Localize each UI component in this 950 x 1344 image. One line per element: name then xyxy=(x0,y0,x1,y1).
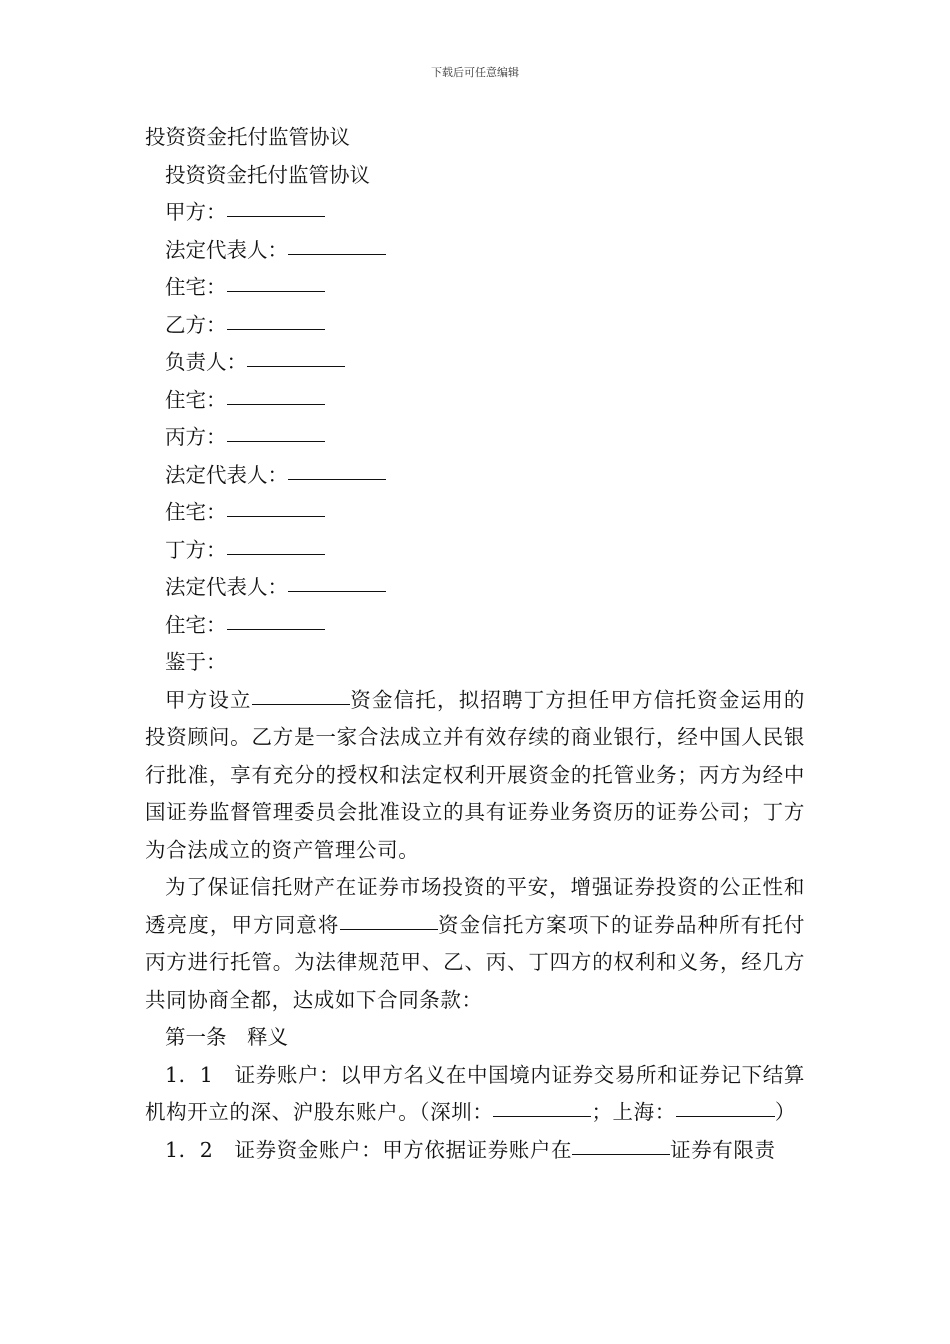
party-a-address-label: 住宅： xyxy=(165,275,227,299)
party-c-address-label: 住宅： xyxy=(165,500,227,524)
clause-1-2-text-a: 证券资金账户：甲方依据证券账户在 xyxy=(234,1137,573,1162)
page-header-note: 下载后可任意编辑 xyxy=(431,66,519,79)
fill-blank xyxy=(227,290,325,292)
party-a-address-line xyxy=(145,269,805,307)
clause-1-1-text-b: ；上海： xyxy=(591,1100,676,1124)
fill-blank xyxy=(227,215,325,217)
clause-1-2-text-b: 证券有限责 xyxy=(670,1137,776,1162)
party-c-line xyxy=(145,419,805,457)
recital-paragraph-2 xyxy=(145,869,805,1019)
recital-2-text-a: 为了保证信托财产在证券市场投资的平安，增强证券投资的公正性和透亮度，甲方同意将 xyxy=(145,875,805,937)
clause-1-1-text-c: ） xyxy=(774,1100,796,1124)
party-d-label: 丁方： xyxy=(165,537,227,562)
party-a-label: 甲方： xyxy=(165,200,227,224)
fill-blank xyxy=(288,253,386,255)
clause-1-2-number: 1．2 xyxy=(165,1137,214,1162)
article-1-heading: 第一条 释义 xyxy=(165,1025,288,1049)
fill-blank xyxy=(340,928,438,930)
fill-blank xyxy=(252,703,350,705)
fill-blank xyxy=(227,628,325,630)
party-b-line xyxy=(145,307,805,345)
recital-2-text-b: 资金信托方案项下的证券品种所有托付丙方进行托管。为法律规范甲、乙、丙、丁四方的权利和义务，经几方共同协商全都，达成如下合同条款： xyxy=(145,912,806,1012)
clause-1-1-text-a: 证券账户：以甲方名义在中国境内证券交易所和证券记下结算机构开立的深、沪股东账户。（深圳： xyxy=(145,1062,805,1124)
recital-1-text-b: 资金信托，拟招聘丁方担任甲方信托资金运用的投资顾问。乙方是一家合法成立并有效存续的商业银行，经中国人民银行批准，享有充分的授权和法定权利开展资金的托管业务；丙方为经中国证券监督管理委员会批准设立的具有证券业务资历的证券公司；丁方为合法成立的资产管理公司。 xyxy=(145,687,805,862)
party-a-representative-line xyxy=(145,232,805,270)
fill-blank xyxy=(572,1153,670,1155)
fill-blank xyxy=(227,553,325,555)
party-a-representative-label: 法定代表人： xyxy=(165,237,288,262)
whereas-heading: 鉴于： xyxy=(165,650,227,674)
party-c-label: 丙方： xyxy=(165,425,227,449)
recital-1-text-a: 甲方设立 xyxy=(165,687,252,712)
fill-blank xyxy=(227,515,325,517)
fill-blank xyxy=(493,1115,591,1117)
party-c-representative-label: 法定代表人： xyxy=(165,462,288,487)
fill-blank xyxy=(227,328,325,330)
party-d-address-line xyxy=(145,607,805,645)
clause-1-2 xyxy=(145,1132,805,1170)
clause-1-1 xyxy=(145,1057,805,1132)
fill-blank xyxy=(247,365,345,367)
party-d-representative-line xyxy=(145,569,805,607)
party-b-label: 乙方： xyxy=(165,312,227,337)
fill-blank xyxy=(227,403,325,405)
fill-blank xyxy=(288,478,386,480)
party-b-principal-line xyxy=(145,344,805,382)
party-b-principal-label: 负责人： xyxy=(165,350,247,374)
fill-blank xyxy=(227,440,325,442)
fill-blank xyxy=(720,1115,775,1117)
party-a-line xyxy=(145,194,805,232)
party-c-representative-line xyxy=(145,457,805,495)
recital-paragraph-1 xyxy=(145,682,805,870)
party-b-address-label: 住宅： xyxy=(165,387,227,412)
fill-blank xyxy=(288,590,386,592)
party-d-address-label: 住宅： xyxy=(165,612,227,637)
document-title: 投资资金托付监管协议 xyxy=(145,125,350,149)
document-subtitle: 投资资金托付监管协议 xyxy=(165,162,370,187)
party-d-representative-label: 法定代表人： xyxy=(165,575,288,599)
document-body xyxy=(145,119,805,1169)
party-b-address-line xyxy=(145,382,805,420)
fill-blank xyxy=(676,1115,720,1117)
clause-1-1-number: 1．1 xyxy=(165,1062,214,1087)
party-d-line xyxy=(145,532,805,570)
party-c-address-line xyxy=(145,494,805,532)
